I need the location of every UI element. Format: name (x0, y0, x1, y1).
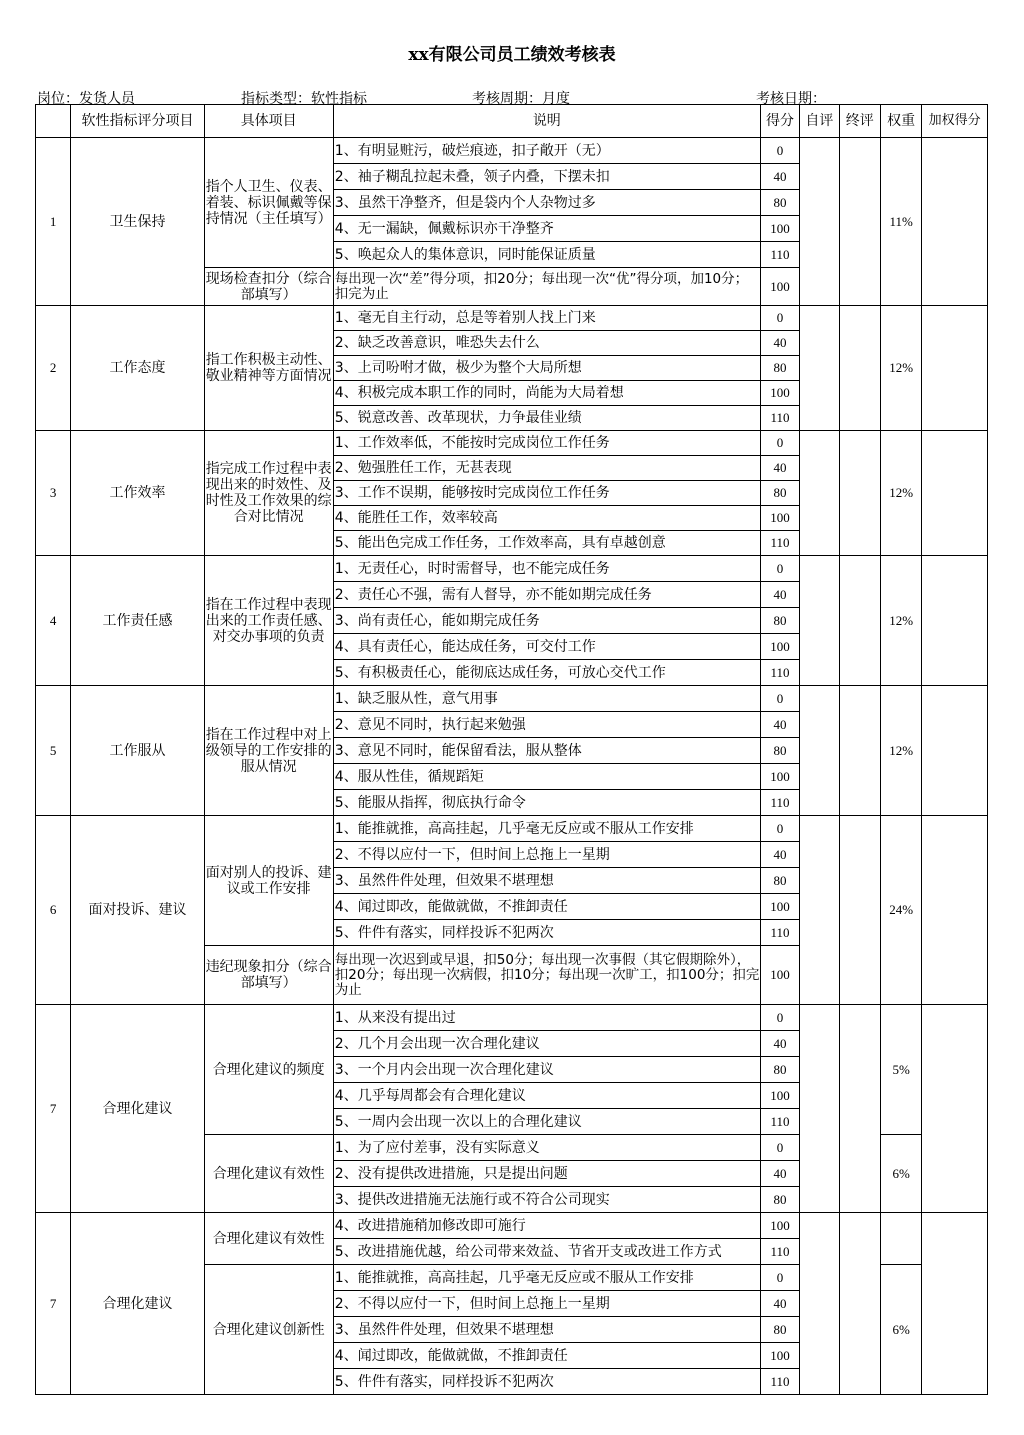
table-row (36, 1213, 988, 1239)
description: 1、能推就推，高高挂起，几乎毫无反应或不服从工作安排 (333, 816, 760, 842)
description: 1、缺乏服从性，意气用事 (333, 686, 760, 712)
self-eval-cell[interactable] (800, 816, 839, 1005)
description: 3、上司吩咐才做，极少为整个大局所想 (333, 356, 760, 381)
description: 5、能服从指挥，彻底执行命令 (333, 790, 760, 816)
item-name: 卫生保持 (71, 138, 204, 306)
description: 5、件件有落实，同样投诉不犯两次 (333, 920, 760, 946)
sub-item-name: 指完成工作过程中表现出来的时效性、及时性及工作效果的综合对比情况 (204, 431, 333, 556)
item-name: 合理化建议 (71, 1213, 204, 1395)
table-row (36, 306, 988, 331)
score-level: 0 (760, 686, 799, 712)
description: 每出现一次“差”得分项，扣20分；每出现一次“优”得分项，加10分；扣完为止 (333, 268, 760, 306)
weighted-score-cell[interactable] (922, 138, 988, 306)
score-level: 0 (760, 306, 799, 331)
final-eval-cell[interactable] (839, 556, 880, 686)
score-level: 40 (760, 842, 799, 868)
table-row (36, 686, 988, 712)
column-header: 自评 (800, 105, 839, 138)
score-level: 80 (760, 356, 799, 381)
score-level: 100 (760, 1213, 799, 1239)
weighted-score-cell[interactable] (922, 686, 988, 816)
score-level: 110 (760, 790, 799, 816)
sub-item-name: 合理化建议有效性 (204, 1213, 333, 1265)
score-level: 40 (760, 456, 799, 481)
final-eval-cell[interactable] (839, 686, 880, 816)
score-level: 110 (760, 920, 799, 946)
description: 2、袖子糊乱拉起未叠，领子内叠，下摆未扣 (333, 164, 760, 190)
description: 2、缺乏改善意识，唯恐失去什么 (333, 331, 760, 356)
description: 5、改进措施优越，给公司带来效益、节省开支或改进工作方式 (333, 1239, 760, 1265)
description: 3、一个月内会出现一次合理化建议 (333, 1057, 760, 1083)
description: 4、几乎每周都会有合理化建议 (333, 1083, 760, 1109)
score-level: 100 (760, 764, 799, 790)
weighted-score-cell[interactable] (922, 816, 988, 1005)
weighted-score-cell[interactable] (922, 1005, 988, 1213)
final-eval-cell[interactable] (839, 816, 880, 1005)
weight: 6% (880, 1265, 921, 1395)
score-level: 100 (760, 506, 799, 531)
score-level: 100 (760, 894, 799, 920)
final-eval-cell[interactable] (839, 306, 880, 431)
score-level: 40 (760, 712, 799, 738)
table-row (36, 431, 988, 456)
description: 3、虽然件件处理，但效果不堪理想 (333, 868, 760, 894)
weight: 12% (880, 431, 921, 556)
item-number: 7 (36, 1005, 71, 1213)
description: 1、从来没有提出过 (333, 1005, 760, 1031)
weight: 5% (880, 1005, 921, 1135)
description: 3、工作不误期，能够按时完成岗位工作任务 (333, 481, 760, 506)
description: 3、尚有责任心，能如期完成任务 (333, 608, 760, 634)
weight: 12% (880, 306, 921, 431)
item-name: 工作责任感 (71, 556, 204, 686)
appraisal-table (35, 104, 988, 1395)
description: 3、虽然件件处理，但效果不堪理想 (333, 1317, 760, 1343)
description: 5、唤起众人的集体意识，同时能保证质量 (333, 242, 760, 268)
weighted-score-cell[interactable] (922, 556, 988, 686)
item-number: 6 (36, 816, 71, 1005)
score-level: 0 (760, 431, 799, 456)
description: 5、能出色完成工作任务，工作效率高，具有卓越创意 (333, 531, 760, 556)
self-eval-cell[interactable] (800, 556, 839, 686)
description: 4、具有责任心，能达成任务，可交付工作 (333, 634, 760, 660)
score-level: 40 (760, 331, 799, 356)
item-name: 工作态度 (71, 306, 204, 431)
item-number: 3 (36, 431, 71, 556)
item-name: 面对投诉、建议 (71, 816, 204, 1005)
score-level: 0 (760, 1135, 799, 1161)
score-level: 40 (760, 1291, 799, 1317)
score-level: 100 (760, 268, 799, 306)
final-eval-cell[interactable] (839, 138, 880, 306)
column-header: 具体项目 (204, 105, 333, 138)
sub-item-name: 现场检查扣分（综合部填写） (204, 268, 333, 306)
self-eval-cell[interactable] (800, 1213, 839, 1395)
description: 4、闻过即改，能做就做，不推卸责任 (333, 894, 760, 920)
sub-item-name: 指个人卫生、仪表、着装、标识佩戴等保持情况（主任填写） (204, 138, 333, 268)
weighted-score-cell[interactable] (922, 1213, 988, 1395)
description: 4、能胜任工作，效率较高 (333, 506, 760, 531)
description: 3、提供改进措施无法施行或不符合公司现实 (333, 1187, 760, 1213)
column-header: 加权得分 (922, 105, 988, 138)
score-level: 40 (760, 1031, 799, 1057)
final-eval-cell[interactable] (839, 431, 880, 556)
description: 2、没有提供改进措施，只是提出问题 (333, 1161, 760, 1187)
self-eval-cell[interactable] (800, 1005, 839, 1213)
description: 3、虽然干净整齐，但是袋内个人杂物过多 (333, 190, 760, 216)
column-header: 软性指标评分项目 (71, 105, 204, 138)
score-level: 80 (760, 190, 799, 216)
final-eval-cell[interactable] (839, 1005, 880, 1213)
description: 5、锐意改善、改革现状，力争最佳业绩 (333, 406, 760, 431)
score-level: 110 (760, 1239, 799, 1265)
score-level: 110 (760, 660, 799, 686)
item-name: 合理化建议 (71, 1005, 204, 1213)
table-row (36, 138, 988, 164)
description: 2、不得以应付一下，但时间上总拖上一星期 (333, 1291, 760, 1317)
description: 1、无责任心，时时需督导，也不能完成任务 (333, 556, 760, 582)
sub-item-name: 指工作积极主动性、敬业精神等方面情况 (204, 306, 333, 431)
score-level: 80 (760, 1187, 799, 1213)
item-name: 工作效率 (71, 431, 204, 556)
score-level: 80 (760, 738, 799, 764)
column-header: 权重 (880, 105, 921, 138)
score-level: 80 (760, 1317, 799, 1343)
description: 1、工作效率低，不能按时完成岗位工作任务 (333, 431, 760, 456)
description: 5、有积极责任心，能彻底达成任务，可放心交代工作 (333, 660, 760, 686)
table-row (36, 556, 988, 582)
sub-item-name: 合理化建议创新性 (204, 1265, 333, 1395)
self-eval-cell[interactable] (800, 306, 839, 431)
header-indicator-type: 指标类型：软性指标 (241, 91, 367, 107)
description: 4、服从性佳，循规蹈矩 (333, 764, 760, 790)
self-eval-cell[interactable] (800, 431, 839, 556)
item-number: 4 (36, 556, 71, 686)
weighted-score-cell[interactable] (922, 431, 988, 556)
score-level: 110 (760, 406, 799, 431)
description: 2、责任心不强，需有人督导，亦不能如期完成任务 (333, 582, 760, 608)
description: 4、改进措施稍加修改即可施行 (333, 1213, 760, 1239)
description: 1、能推就推，高高挂起，几乎毫无反应或不服从工作安排 (333, 1265, 760, 1291)
self-eval-cell[interactable] (800, 686, 839, 816)
header-date: 考核日期： (756, 91, 826, 107)
item-number: 1 (36, 138, 71, 306)
score-level: 100 (760, 381, 799, 406)
score-level: 110 (760, 242, 799, 268)
description: 2、几个月会出现一次合理化建议 (333, 1031, 760, 1057)
score-level: 40 (760, 164, 799, 190)
description: 1、毫无自主行动，总是等着别人找上门来 (333, 306, 760, 331)
weight: 11% (880, 138, 921, 306)
score-level: 40 (760, 582, 799, 608)
score-level: 80 (760, 868, 799, 894)
description: 4、积极完成本职工作的同时，尚能为大局着想 (333, 381, 760, 406)
score-level: 110 (760, 1109, 799, 1135)
table-row (36, 816, 988, 842)
column-header: 得分 (760, 105, 799, 138)
score-level: 100 (760, 946, 799, 1005)
sub-item-name: 面对别人的投诉、建议或工作安排 (204, 816, 333, 946)
final-eval-cell[interactable] (839, 1213, 880, 1395)
item-name: 工作服从 (71, 686, 204, 816)
description: 1、为了应付差事，没有实际意义 (333, 1135, 760, 1161)
weight: 24% (880, 816, 921, 1005)
sub-item-name: 指在工作过程中表现出来的工作责任感、对交办事项的负责 (204, 556, 333, 686)
score-level: 0 (760, 1265, 799, 1291)
score-level: 100 (760, 1083, 799, 1109)
column-header: 终评 (839, 105, 880, 138)
page-title: xx有限公司员工绩效考核表 (408, 45, 616, 65)
sub-item-name: 违纪现象扣分（综合部填写） (204, 946, 333, 1005)
score-level: 100 (760, 1343, 799, 1369)
score-level: 80 (760, 608, 799, 634)
weight: 12% (880, 686, 921, 816)
item-number: 2 (36, 306, 71, 431)
description: 5、件件有落实，同样投诉不犯两次 (333, 1369, 760, 1395)
score-level: 0 (760, 1005, 799, 1031)
description: 每出现一次迟到或早退，扣50分；每出现一次事假（其它假期除外），扣20分；每出现一次病假，扣10分；每出现一次旷工，扣100分；扣完为止 (333, 946, 760, 1005)
score-level: 0 (760, 556, 799, 582)
description: 3、意见不同时，能保留看法，服从整体 (333, 738, 760, 764)
sub-item-name: 指在工作过程中对上级领导的工作安排的服从情况 (204, 686, 333, 816)
description: 5、一周内会出现一次以上的合理化建议 (333, 1109, 760, 1135)
score-level: 0 (760, 138, 799, 164)
weight-empty (880, 1213, 921, 1265)
item-number: 5 (36, 686, 71, 816)
table-row (36, 1005, 988, 1031)
weight: 6% (880, 1135, 921, 1213)
score-level: 40 (760, 1161, 799, 1187)
description: 4、无一漏缺，佩戴标识亦干净整齐 (333, 216, 760, 242)
table-header-row (36, 105, 988, 138)
description: 2、不得以应付一下，但时间上总拖上一星期 (333, 842, 760, 868)
score-level: 80 (760, 1057, 799, 1083)
score-level: 0 (760, 816, 799, 842)
item-number: 7 (36, 1213, 71, 1395)
description: 1、有明显赃污，破烂痕迹，扣子敞开（无） (333, 138, 760, 164)
description: 4、闻过即改，能做就做，不推卸责任 (333, 1343, 760, 1369)
header-position: 岗位：发货人员 (37, 91, 135, 107)
score-level: 100 (760, 216, 799, 242)
header-period: 考核周期：月度 (472, 91, 570, 107)
score-level: 110 (760, 1369, 799, 1395)
column-header (36, 105, 71, 138)
weight: 12% (880, 556, 921, 686)
description: 2、意见不同时，执行起来勉强 (333, 712, 760, 738)
score-level: 80 (760, 481, 799, 506)
weighted-score-cell[interactable] (922, 306, 988, 431)
sub-item-name: 合理化建议有效性 (204, 1135, 333, 1213)
description: 2、勉强胜任工作，无甚表现 (333, 456, 760, 481)
score-level: 110 (760, 531, 799, 556)
score-level: 100 (760, 634, 799, 660)
self-eval-cell[interactable] (800, 138, 839, 306)
column-header: 说明 (333, 105, 760, 138)
sub-item-name: 合理化建议的频度 (204, 1005, 333, 1135)
